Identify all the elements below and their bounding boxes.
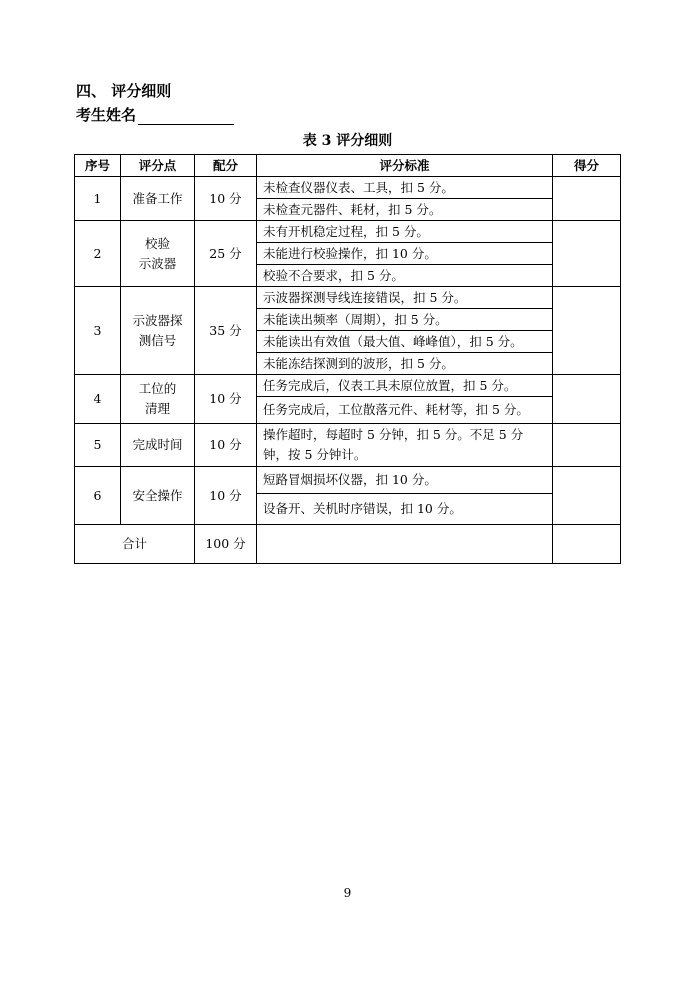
header-got: 得分 bbox=[553, 155, 621, 177]
scoring-table bbox=[74, 154, 621, 564]
row-point-line: 工位的 bbox=[138, 381, 177, 396]
criteria-item: 未有开机稳定过程，扣 5 分。 bbox=[257, 221, 553, 243]
header-point: 评分点 bbox=[121, 155, 195, 177]
row-point-line: 校验 bbox=[144, 235, 170, 251]
candidate-name-line bbox=[76, 104, 234, 125]
row-got bbox=[553, 287, 621, 375]
row-score: 10 分 bbox=[195, 375, 257, 424]
criteria-item: 未能读出频率（周期），扣 5 分。 bbox=[257, 309, 553, 331]
row-point bbox=[121, 287, 195, 375]
criteria-item: 未检查元器件、耗材，扣 5 分。 bbox=[257, 199, 553, 221]
row-no: 3 bbox=[75, 287, 121, 375]
row-point: 安全操作 bbox=[121, 467, 195, 525]
header-score: 配分 bbox=[195, 155, 257, 177]
row-point bbox=[121, 375, 195, 424]
row-got bbox=[553, 467, 621, 525]
row-point-line: 测信号 bbox=[138, 332, 177, 348]
criteria-item: 校验不合要求，扣 5 分。 bbox=[257, 265, 553, 287]
row-score: 35 分 bbox=[195, 287, 257, 375]
criteria-item: 任务完成后，仪表工具未原位放置，扣 5 分。 bbox=[257, 375, 553, 397]
row-point bbox=[121, 221, 195, 287]
table-header-row bbox=[75, 155, 621, 177]
table-row bbox=[75, 287, 621, 309]
row-got bbox=[553, 375, 621, 424]
row-point-line: 示波器探 bbox=[132, 312, 183, 328]
row-no: 6 bbox=[75, 467, 121, 525]
row-point-line: 示波器 bbox=[138, 255, 177, 271]
table-caption: 表 3 评分细则 bbox=[302, 133, 393, 149]
criteria-item: 未能冻结探测到的波形，扣 5 分。 bbox=[257, 353, 553, 375]
row-point: 完成时间 bbox=[121, 424, 195, 467]
row-got bbox=[553, 177, 621, 221]
row-got bbox=[553, 424, 621, 467]
row-point: 准备工作 bbox=[121, 177, 195, 221]
header-no: 序号 bbox=[75, 155, 121, 177]
row-score: 10 分 bbox=[195, 467, 257, 525]
page-number: 9 bbox=[343, 886, 352, 900]
criteria-item: 任务完成后，工位散落元件、耗材等，扣 5 分。 bbox=[257, 397, 553, 424]
table-row bbox=[75, 424, 621, 467]
row-score: 10 分 bbox=[195, 177, 257, 221]
criteria-item: 设备开、关机时序错误，扣 10 分。 bbox=[257, 494, 553, 525]
row-no: 5 bbox=[75, 424, 121, 467]
total-criteria bbox=[257, 525, 553, 564]
row-score: 10 分 bbox=[195, 424, 257, 467]
row-score: 25 分 bbox=[195, 221, 257, 287]
table-row bbox=[75, 375, 621, 397]
section-title: 四、 评分细则 bbox=[76, 82, 172, 100]
criteria-item: 未检查仪器仪表、工具，扣 5 分。 bbox=[257, 177, 553, 199]
criteria-item: 短路冒烟损坏仪器，扣 10 分。 bbox=[257, 467, 553, 494]
criteria-item: 示波器探测导线连接错误，扣 5 分。 bbox=[257, 287, 553, 309]
table-row bbox=[75, 467, 621, 494]
row-no: 2 bbox=[75, 221, 121, 287]
row-no: 1 bbox=[75, 177, 121, 221]
total-row bbox=[75, 525, 621, 564]
table-row bbox=[75, 177, 621, 199]
candidate-name-blank bbox=[138, 108, 234, 125]
row-no: 4 bbox=[75, 375, 121, 424]
candidate-name-label: 考生姓名 bbox=[76, 106, 137, 124]
total-score: 100 分 bbox=[195, 525, 257, 564]
criteria-item: 操作超时，每超时 5 分钟，扣 5 分。不足 5 分钟，按 5 分钟计。 bbox=[257, 424, 553, 467]
row-point-line: 清理 bbox=[144, 401, 170, 416]
total-got bbox=[553, 525, 621, 564]
criteria-item: 未能读出有效值（最大值、峰峰值），扣 5 分。 bbox=[257, 331, 553, 353]
row-got bbox=[553, 221, 621, 287]
header-criteria: 评分标准 bbox=[257, 155, 553, 177]
criteria-item: 未能进行校验操作，扣 10 分。 bbox=[257, 243, 553, 265]
table-row bbox=[75, 221, 621, 243]
total-label: 合计 bbox=[75, 525, 195, 564]
